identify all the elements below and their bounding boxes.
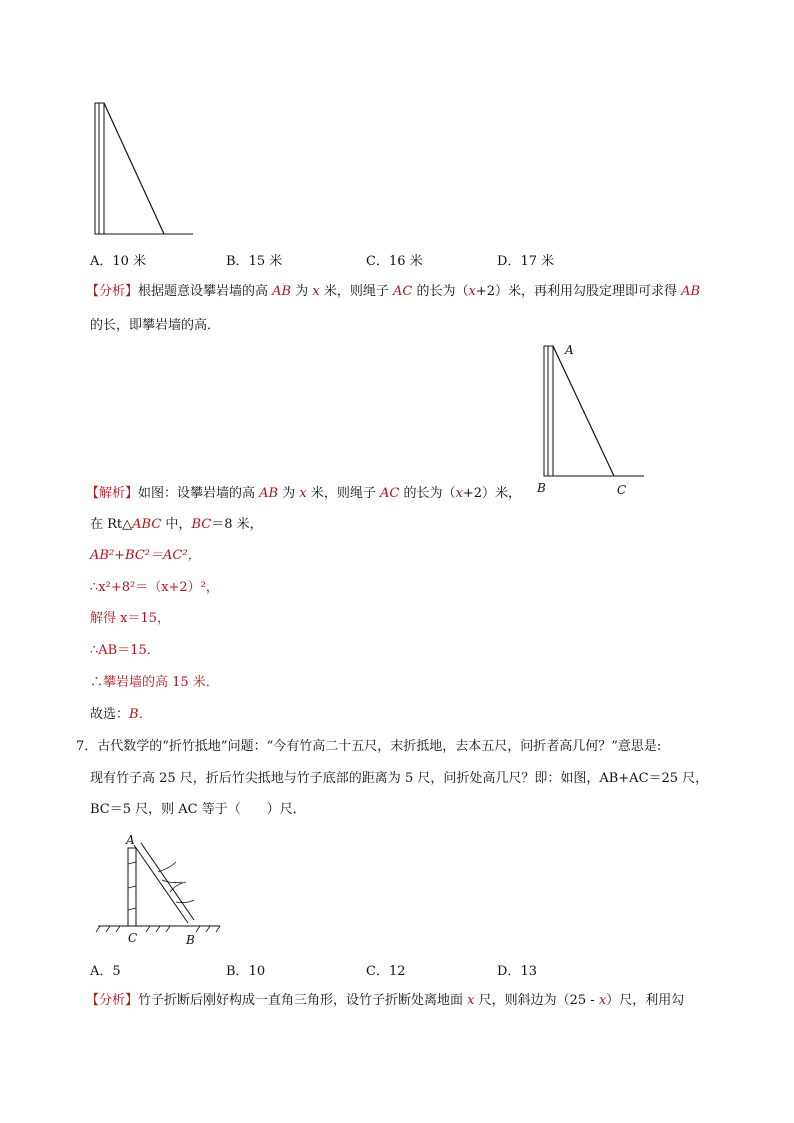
q7-option-b[interactable]: B．10 [226,964,266,979]
q6-analysis-line1: 【分析】根据题意设攀岩墙的高 AB 为 x 米，则绳子 AC 的长为（x+2）米，再利用勾股定理即可求得 AB [86,284,701,299]
point-label-a: A [126,833,135,847]
point-label-c: C [617,483,627,497]
q7-option-a[interactable]: A．5 [90,964,121,979]
q6-solution-line8: 故选：B． [90,707,152,722]
q7-option-d[interactable]: D．13 [497,964,537,979]
climbing-wall-figure-1 [90,100,200,240]
q6-solution-line2: 在 Rt△ABC 中，BC＝8 米， [90,517,263,532]
point-label-c: C [128,931,138,945]
q7-question-line3: BC＝5 尺，则 AC 等于（ ）尺． [90,802,306,817]
q6-solution-line4: ∴x²+8²＝（x+2）²， [90,580,219,595]
q6-solution-line6: ∴AB＝15． [90,643,160,658]
analysis-tag: 【分析】 [86,284,139,299]
solution-tag: 【解析】 [86,486,139,501]
climbing-wall-figure-2 [536,342,656,502]
q6-solution-line3: AB²+BC²＝AC²， [90,548,201,563]
question-number: 7． [76,739,98,754]
analysis-tag: 【分析】 [86,993,139,1008]
q6-analysis-line2: 的长，即攀岩墙的高． [90,318,221,333]
point-label-b: B [186,933,195,947]
point-label-a: A [565,343,574,357]
q6-solution-line7: ∴攀岩墙的高 15 米． [90,675,219,690]
q6-option-c[interactable]: C．16 米 [366,254,423,269]
q7-question-line2: 现有竹子高 25 尺，折后竹尖抵地与竹子底部的距离为 5 尺，问折处高几尺？即：如图，AB+AC＝25 尺， [90,771,709,786]
q6-option-b[interactable]: B．15 米 [226,254,283,269]
q7-question-line1: 7．古代数学的“折竹抵地”问题：“今有竹高二十五尺，末折抵地，去本五尺，问折者高几何？”意思是: [76,739,662,754]
point-label-b: B [537,481,546,495]
q6-option-a[interactable]: A．10 米 [90,254,147,269]
q7-option-c[interactable]: C．12 [366,964,406,979]
broken-bamboo-figure [92,832,232,947]
q6-solution-line5: 解得 x＝15， [90,611,171,626]
q6-option-d[interactable]: D．17 米 [497,254,555,269]
q6-solution-line1: 【解析】如图：设攀岩墙的高 AB 为 x 米，则绳子 AC 的长为（x+2）米， [86,486,521,501]
q7-analysis-line1: 【分析】竹子折断后刚好构成一直角三角形，设竹子折断处离地面 x 尺，则斜边为（25 - x）尺，利用勾 [86,993,685,1008]
